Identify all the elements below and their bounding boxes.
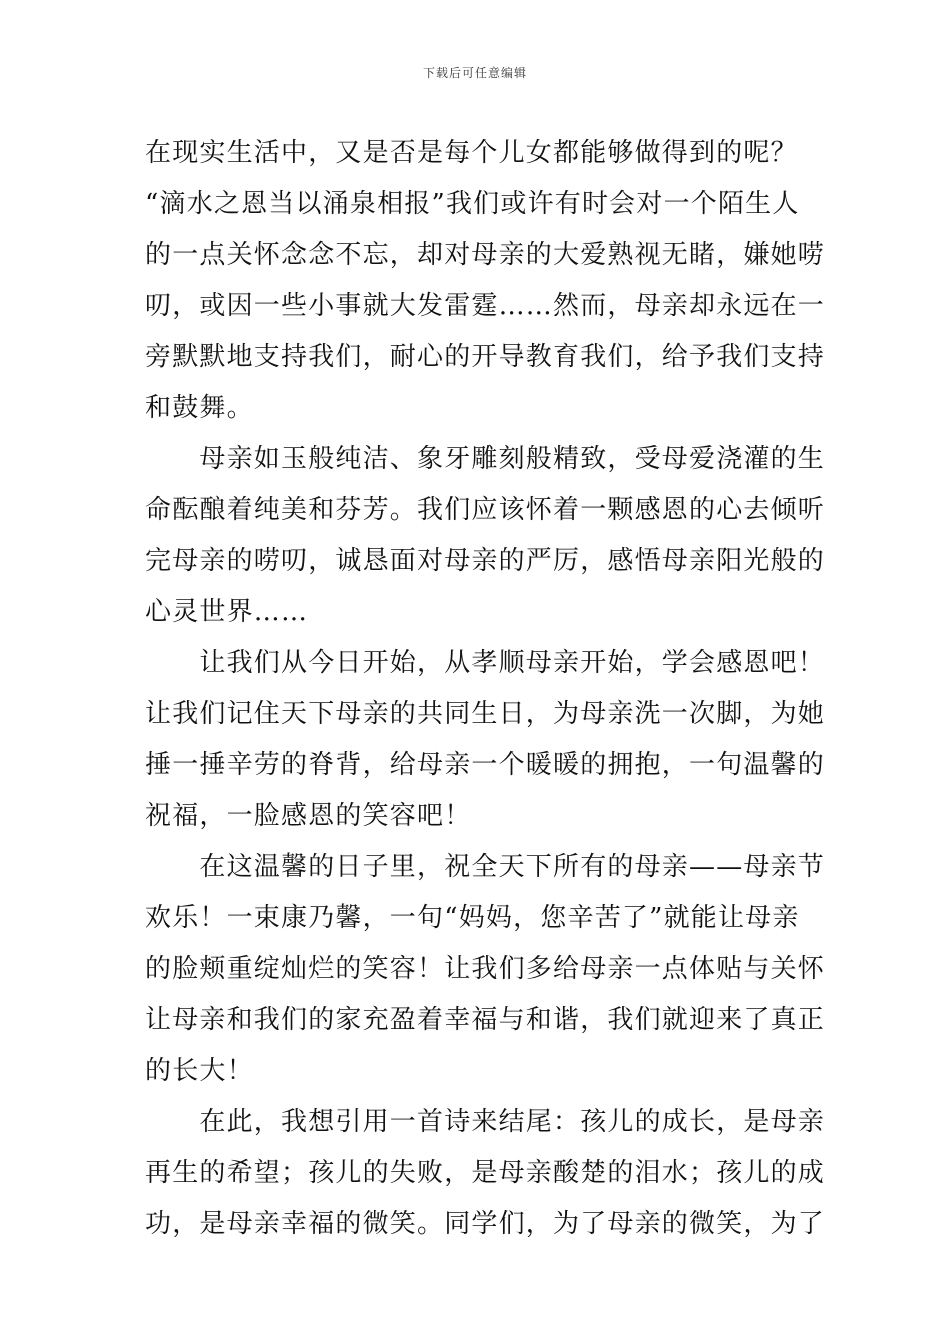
text-line: 欢乐！一束康乃馨，一句“妈妈，您辛苦了”就能让母亲	[145, 903, 800, 933]
text-line: “滴水之恩当以涌泉相报”我们或许有时会对一个陌生人	[145, 189, 800, 219]
page-header: 下载后可任意编辑	[422, 66, 527, 80]
text-line: 再生的希望；孩儿的失败，是母亲酸楚的泪水；孩儿的成	[145, 1158, 826, 1188]
text-line: 让我们记住天下母亲的共同生日，为母亲洗一次脚，为她	[145, 699, 826, 729]
text-line: 的长大！	[145, 1056, 254, 1086]
text-line: 和鼓舞。	[145, 393, 254, 423]
text-line: 让母亲和我们的家充盈着幸福与和谐，我们就迎来了真正	[145, 1005, 826, 1035]
text-line: 让我们从今日开始，从孝顺母亲开始，学会感恩吧！	[145, 648, 826, 678]
text-line: 完母亲的唠叨，诚恳面对母亲的严厉，感悟母亲阳光般的	[145, 546, 826, 576]
text-line: 母亲如玉般纯洁、象牙雕刻般精致，受母爱浇灌的生	[145, 444, 826, 474]
text-line: 功，是母亲幸福的微笑。同学们，为了母亲的微笑，为了	[145, 1209, 826, 1239]
text-line: 捶一捶辛劳的脊背，给母亲一个暖暖的拥抱，一句温馨的	[145, 750, 826, 780]
text-line: 叨，或因一些小事就大发雷霆……然而，母亲却永远在一	[145, 291, 826, 321]
text-line: 在现实生活中，又是否是每个儿女都能够做得到的呢？	[145, 138, 798, 168]
text-line: 旁默默地支持我们，耐心的开导教育我们，给予我们支持	[145, 342, 826, 372]
text-line: 心灵世界……	[145, 597, 309, 627]
text-line: 的脸颊重绽灿烂的笑容！让我们多给母亲一点体贴与关怀	[145, 954, 826, 984]
text-line: 在这温馨的日子里，祝全天下所有的母亲——母亲节	[145, 852, 826, 882]
text-line: 祝福，一脸感恩的笑容吧！	[145, 801, 472, 831]
text-line: 在此，我想引用一首诗来结尾：孩儿的成长，是母亲	[145, 1107, 826, 1137]
text-line: 的一点关怀念念不忘，却对母亲的大爱熟视无睹，嫌她唠	[145, 240, 826, 270]
body-text	[145, 128, 826, 1250]
text-line: 命酝酿着纯美和芬芳。我们应该怀着一颗感恩的心去倾听	[145, 495, 826, 525]
